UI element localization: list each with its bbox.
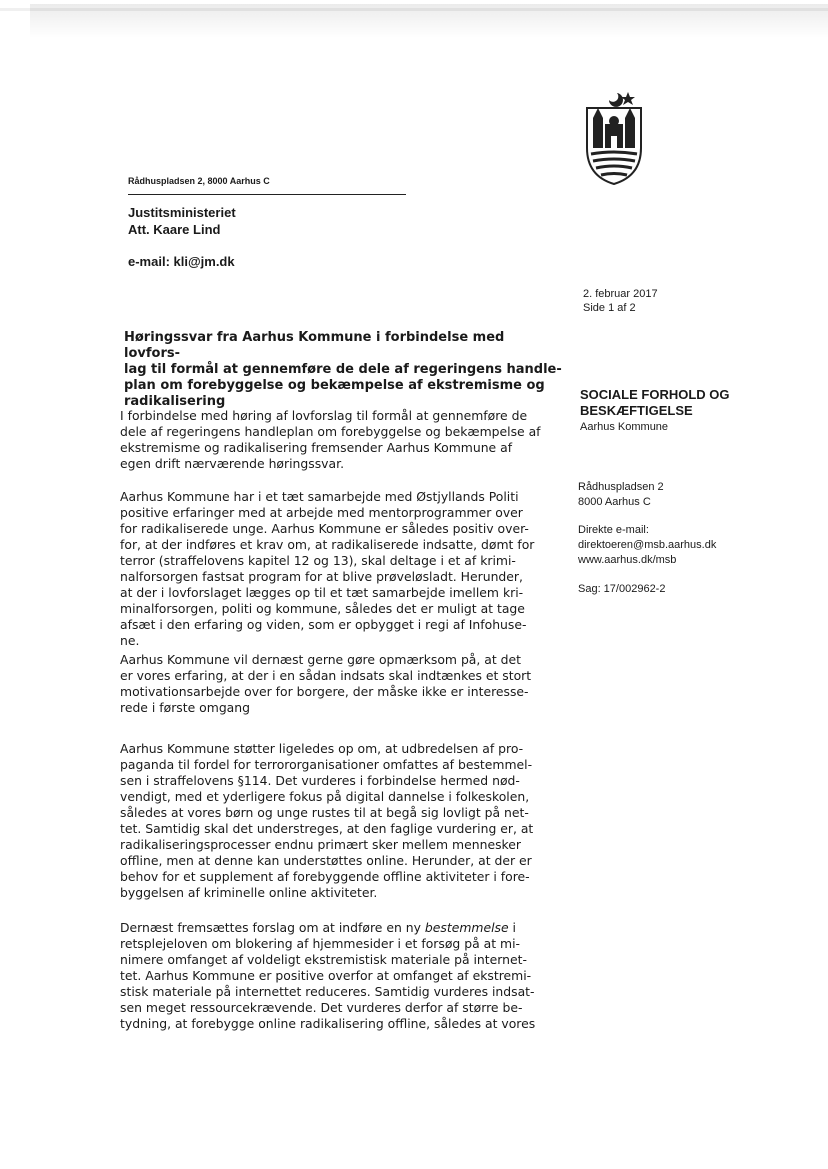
department-block <box>580 387 730 435</box>
recipient-block <box>128 204 236 238</box>
recipient-name: Justitsministeriet <box>128 205 236 220</box>
contact-website: www.aarhus.dk/msb <box>578 554 677 566</box>
letter-meta <box>583 287 658 315</box>
paragraph-4: Aarhus Kommune støtter ligeledes op om, at udbredelsen af pro- paganda til fordel for terrororganisationer omfattes af bestemmel- sen i straffelovens §114. Det vurderes i forbindelse hermed nød- vendigt, med et yderligere fokus på digital dannelse i folkeskolen, således at vores børn og unge rustes til at begå sig lovligt på net- tet. Samtidig skal det understreges, at den faglige vurdering er, at radikaliseringsprocesser endnu primært sker mellem mennesker offline, men at denne kan understøttes online. Herunder, at der er behov for et supplement af forebyggende offline aktiviteter i fore- byggelsen af kriminelle online aktiviteter. <box>120 741 534 900</box>
case-number: Sag: 17/002962-2 <box>578 583 666 595</box>
organization-name: Aarhus Kommune <box>580 421 669 433</box>
aarhus-coat-of-arms-logo <box>583 88 645 188</box>
contact-email: direktoeren@msb.aarhus.dk <box>578 539 717 551</box>
address-divider <box>128 194 406 195</box>
paragraph-5-text-start: Dernæst fremsættes forslag om at indføre en ny <box>120 920 425 935</box>
department-name-line2: BESKÆFTIGELSE <box>580 403 693 418</box>
paragraph-2: Aarhus Kommune har i et tæt samarbejde med Østjyllands Politi positive erfaringer med at arbejde med mentorprogrammer over for radikaliserede unge. Aarhus Kommune er således positiv over- for, at der indføres et krav om, at radikaliserede indsatte, dømt for terror (straffelovens kapitel 12 og 13), skal deltage i et af krimi- nalforsorgen fastsat program for at blive prøveløsladt. Herunder, at der i lovforslaget lægges op til et tæt samarbejde imellem kri- minalforsorgen, politi og kommune, således det er muligt at tage afsæt i den erfaring og viden, som er opbygget i regi af Infohuse- ne. <box>120 489 535 648</box>
paragraph-5-emphasis: bestemmelse <box>424 920 509 935</box>
paragraph-1: I forbindelse med høring af lovforslag til formål at gennemføre de dele af regeringens handleplan om forebyggelse og bekæmpelse af ekstremisme og radikalisering fremsender Aarhus Kommune af egen drift nærværende høringssvar. <box>120 408 541 471</box>
sender-address: Rådhuspladsen 2, 8000 Aarhus C <box>128 176 270 186</box>
recipient-attention: Att. Kaare Lind <box>128 222 221 237</box>
contact-city: 8000 Aarhus C <box>578 496 651 508</box>
contact-block <box>578 480 716 568</box>
recipient-email: e-mail: kli@jm.dk <box>128 254 235 269</box>
contact-email-label: Direkte e-mail: <box>578 524 649 536</box>
letter-date: 2. februar 2017 <box>583 288 658 300</box>
paragraph-5 <box>120 920 570 1032</box>
contact-street: Rådhuspladsen 2 <box>578 481 664 493</box>
department-name-line1: SOCIALE FORHOLD OG <box>580 387 730 402</box>
page-number: Side 1 af 2 <box>583 302 636 314</box>
paragraph-3: Aarhus Kommune vil dernæst gerne gøre opmærksom på, at det er vores erfaring, at der i en sådan indsats skal indtænkes et stort motivationsarbejde over for borgere, der måske ikke er interesse- rede i første omgang <box>120 652 532 715</box>
letter-title: Høringssvar fra Aarhus Kommune i forbindelse med lovfors- lag til formål at gennemføre de dele af regeringens handle- plan om forebyggelse og bekæmpelse af ekstremisme og radikalisering <box>124 330 562 409</box>
scan-line <box>0 8 828 11</box>
paragraph-5-text-end: i retsplejeloven om blokering af hjemmesider i et forsøg på at mi- nimere omfanget af voldeligt ekstremistisk materiale på internet- tet. Aarhus Kommune er positive overfor at omfanget af ekstremi- stisk materiale på internettet reduceres. Samtidig vurderes indsat- sen meget ressourcekrævende. Det vurderes derfor af større be- tydning, at forebygge online radikalisering offline, således at vores <box>120 920 536 1031</box>
